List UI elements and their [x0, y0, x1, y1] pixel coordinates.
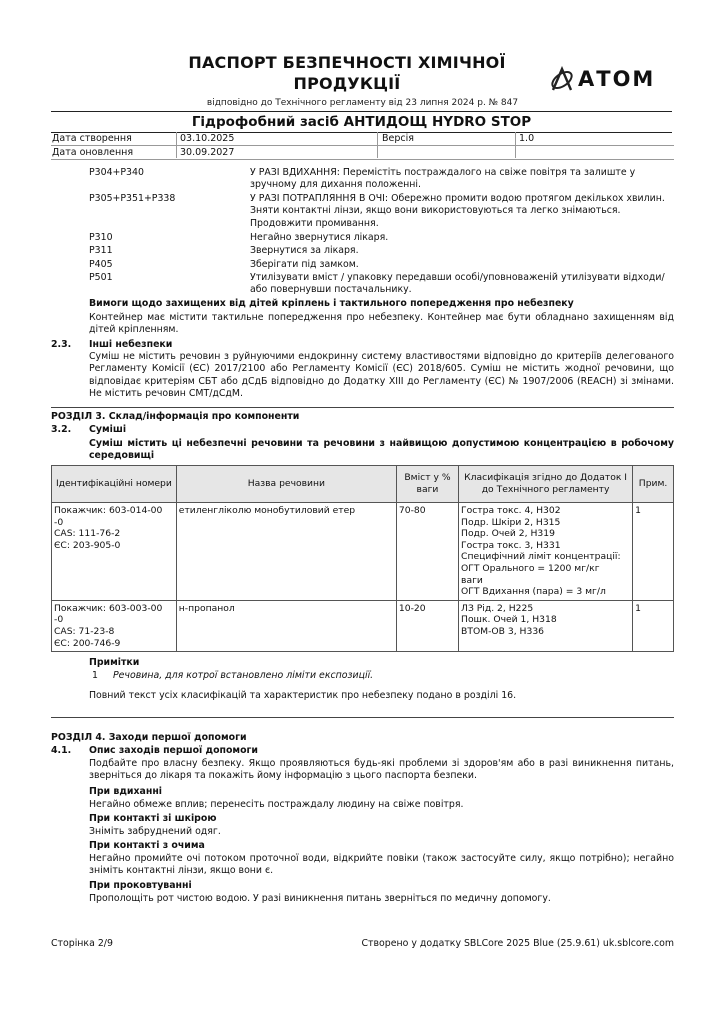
classification-line: ваги	[461, 574, 483, 586]
skin-text: Зніміть забруднений одяг.	[89, 826, 221, 837]
cell-ids	[52, 600, 177, 651]
id-line: Покажчик: 603-003-00	[54, 602, 163, 614]
p-statement-text: У РАЗІ ВДИХАННЯ: Перемістіть постраждалого на свіже повітря та залиште у зручному для дихання положенні.	[250, 167, 636, 191]
p-statement-text: Утилізувати вміст / упаковку передавши особі/уповноваженій утилізувати відходи/або повернувши постачальнику.	[250, 272, 665, 296]
cell-content: 70-80	[396, 503, 458, 601]
ingredients-table	[51, 465, 674, 652]
section-2-3-heading: Інші небезпеки	[89, 339, 173, 350]
created-label: Дата створення	[52, 133, 132, 144]
column-header-name: Назва речовини	[176, 466, 396, 503]
cell-classification	[459, 600, 633, 651]
p-statement-code: P310	[89, 232, 113, 243]
id-line: -0	[54, 516, 64, 528]
cell-note: 1	[633, 600, 674, 651]
updated-value: 30.09.2027	[180, 147, 235, 158]
p-statement-code: P405	[89, 259, 113, 270]
skin-heading: При контакті зі шкірою	[89, 813, 217, 824]
p-statement-code: P501	[89, 272, 113, 283]
section-2-3-number: 2.3.	[51, 339, 72, 350]
cell-substance-name: етиленгліколю монобутиловий етер	[176, 503, 396, 601]
classification-line: ВТОМ-ОВ 3, H336	[461, 625, 545, 637]
section-3-2-intro: Суміш містить ці небезпечні речовини та речовини з найвищою допустимою концентрацією в робочому середовищі	[89, 438, 674, 462]
classification-line: Гостра токс. 3, H331	[461, 539, 561, 551]
column-header-content: Вміст у % ваги	[396, 466, 458, 503]
id-line: CAS: 111-76-2	[54, 528, 121, 540]
section-2-3-text: Суміш не містить речовин з руйнуючими ендокринну систему властивостями відповідно до критеріїв делегованого Регламенту Комісії (ЄС) 2017/2100 або Регламенту Комісії (ЄС) 2018/605. Суміш не містить жодної речовини, що відповідає критеріям СБТ або дСдБ відповідно до Додатку XIII до Регламенту (ЄС) № 1907/2006 (REACH) зі змінами. Не містить речовин СМТ/дСдМ.	[89, 351, 674, 400]
section-4-heading: РОЗДІЛ 4. Заходи першої допомоги	[51, 732, 247, 743]
p-statement-text: Звернутися за лікаря.	[250, 245, 359, 256]
classification-line: Гостра токс. 4, H302	[461, 505, 561, 516]
generator-credit: Створено у додатку SBLCore 2025 Blue (25.9.61) uk.sblcore.com	[361, 938, 674, 949]
classification-line: ОГТ Вдихання (пара) = 3 мг/л	[461, 586, 606, 598]
first-aid-intro: Подбайте про власну безпеку. Якщо проявляються будь-які проблеми зі здоров'ям або в разі виникнення питань, зверніться до лікаря та покажіть йому інформацію з цього паспорта безпеки.	[89, 758, 674, 782]
updated-label: Дата оновлення	[52, 147, 134, 158]
created-value: 03.10.2025	[180, 133, 235, 144]
classification-line: Пошк. Очей 1, H318	[461, 614, 557, 626]
section-4-1-heading: Опис заходів першої допомоги	[89, 745, 259, 756]
cell-content: 10-20	[396, 600, 458, 651]
p-statement-code: P305+P351+P338	[89, 193, 176, 204]
eye-text: Негайно промийте очі потоком проточної води, відкрийте повіки (також застосуйте силу, якщо потрібно); негайно зніміть контактні лінзи, якщо вони є.	[89, 853, 674, 877]
cell-substance-name: н-пропанол	[176, 600, 396, 651]
eye-heading: При контакті з очима	[89, 840, 205, 851]
product-name: Гідрофобний засіб АНТИДОЩ HYDRO STOP	[51, 111, 672, 133]
column-header-classification: Класифікація згідно до Додаток I до Технічного регламенту	[459, 466, 633, 503]
column-header-notes: Прим.	[633, 466, 674, 503]
table-row	[52, 503, 674, 601]
classification-line: Специфічний ліміт концентрації:	[461, 551, 621, 563]
id-line: ЄС: 200-746-9	[54, 637, 121, 649]
meta-row-updated	[51, 146, 674, 160]
ingestion-text: Прополощіть рот чистою водою. У разі виникнення питань зверніться по медичну допомогу.	[89, 893, 551, 904]
id-line: -0	[54, 614, 64, 626]
p-statement-text: Негайно звернутися лікаря.	[250, 232, 389, 243]
cell-ids	[52, 503, 177, 601]
classification-line: ЛЗ Рід. 2, H225	[461, 602, 534, 614]
notes-heading: Примітки	[89, 657, 140, 668]
section-3-heading: РОЗДІЛ 3. Склад/інформація про компоненти	[51, 411, 300, 422]
id-line: Покажчик: 603-014-00	[54, 505, 163, 516]
inhalation-heading: При вдиханні	[89, 786, 163, 797]
document-title	[161, 52, 533, 94]
regulation-reference: відповідно до Технічного регламенту від 23 липня 2024 р. № 847	[206, 98, 519, 108]
title-line-2: ПРОДУКЦІЇ	[293, 74, 401, 93]
column-header-ids: Ідентифікаційні номери	[52, 466, 177, 503]
table-header-row	[52, 466, 674, 503]
company-logo	[548, 66, 674, 92]
section-divider	[51, 407, 674, 408]
logo-text: АТОМ	[578, 67, 656, 91]
note-text: Речовина, для котрої встановлено ліміти експозиції.	[113, 670, 374, 681]
inhalation-text: Негайно обмеже вплив; перенесіть постраждалу людину на свіже повітря.	[89, 799, 464, 810]
p-statement-code: P311	[89, 245, 113, 256]
section-4-1-number: 4.1.	[51, 745, 72, 756]
section-3-2-number: 3.2.	[51, 424, 72, 435]
document-meta-table	[51, 132, 674, 160]
classification-line: ОГТ Орального = 1200 мг/кг	[461, 562, 600, 574]
section-divider	[51, 717, 674, 718]
title-line-1: ПАСПОРТ БЕЗПЕЧНОСТІ ХІМІЧНОЇ	[188, 53, 506, 72]
version-label: Версія	[382, 133, 414, 144]
classification-line: Подр. Очей 2, H319	[461, 528, 555, 540]
version-value: 1.0	[519, 133, 535, 144]
p-statement-text: У РАЗІ ПОТРАПЛЯННЯ В ОЧІ: Обережно промити водою протягом декількох хвилин. Зняти контактні лінзи, якщо вони використовуються та легко знімаються. Продовжити промивання.	[250, 193, 665, 229]
logo-mark-icon	[548, 66, 576, 92]
full-text-reference: Повний текст усіх класифікацій та характеристик про небезпеку подано в розділі 16.	[89, 690, 517, 701]
id-line: CAS: 71-23-8	[54, 625, 115, 637]
id-line: ЄС: 203-905-0	[54, 539, 121, 551]
table-row	[52, 600, 674, 651]
child-closure-text: Контейнер має містити тактильне попередження про небезпеку. Контейнер має бути обладнано захищенням від дітей кріпленням.	[89, 312, 674, 336]
ingestion-heading: При проковтуванні	[89, 880, 192, 891]
child-closure-heading: Вимоги щодо захищених від дітей кріплень і тактильного попередження про небезпеку	[89, 298, 574, 309]
classification-line: Подр. Шкіри 2, H315	[461, 516, 561, 528]
cell-classification	[459, 503, 633, 601]
p-statement-code: P304+P340	[89, 167, 144, 178]
note-number: 1	[92, 670, 98, 681]
cell-note: 1	[633, 503, 674, 601]
page-number: Сторінка 2/9	[51, 938, 113, 949]
section-3-2-heading: Суміші	[89, 424, 127, 435]
p-statement-text: Зберігати під замком.	[250, 259, 359, 270]
meta-row-created	[51, 132, 674, 146]
